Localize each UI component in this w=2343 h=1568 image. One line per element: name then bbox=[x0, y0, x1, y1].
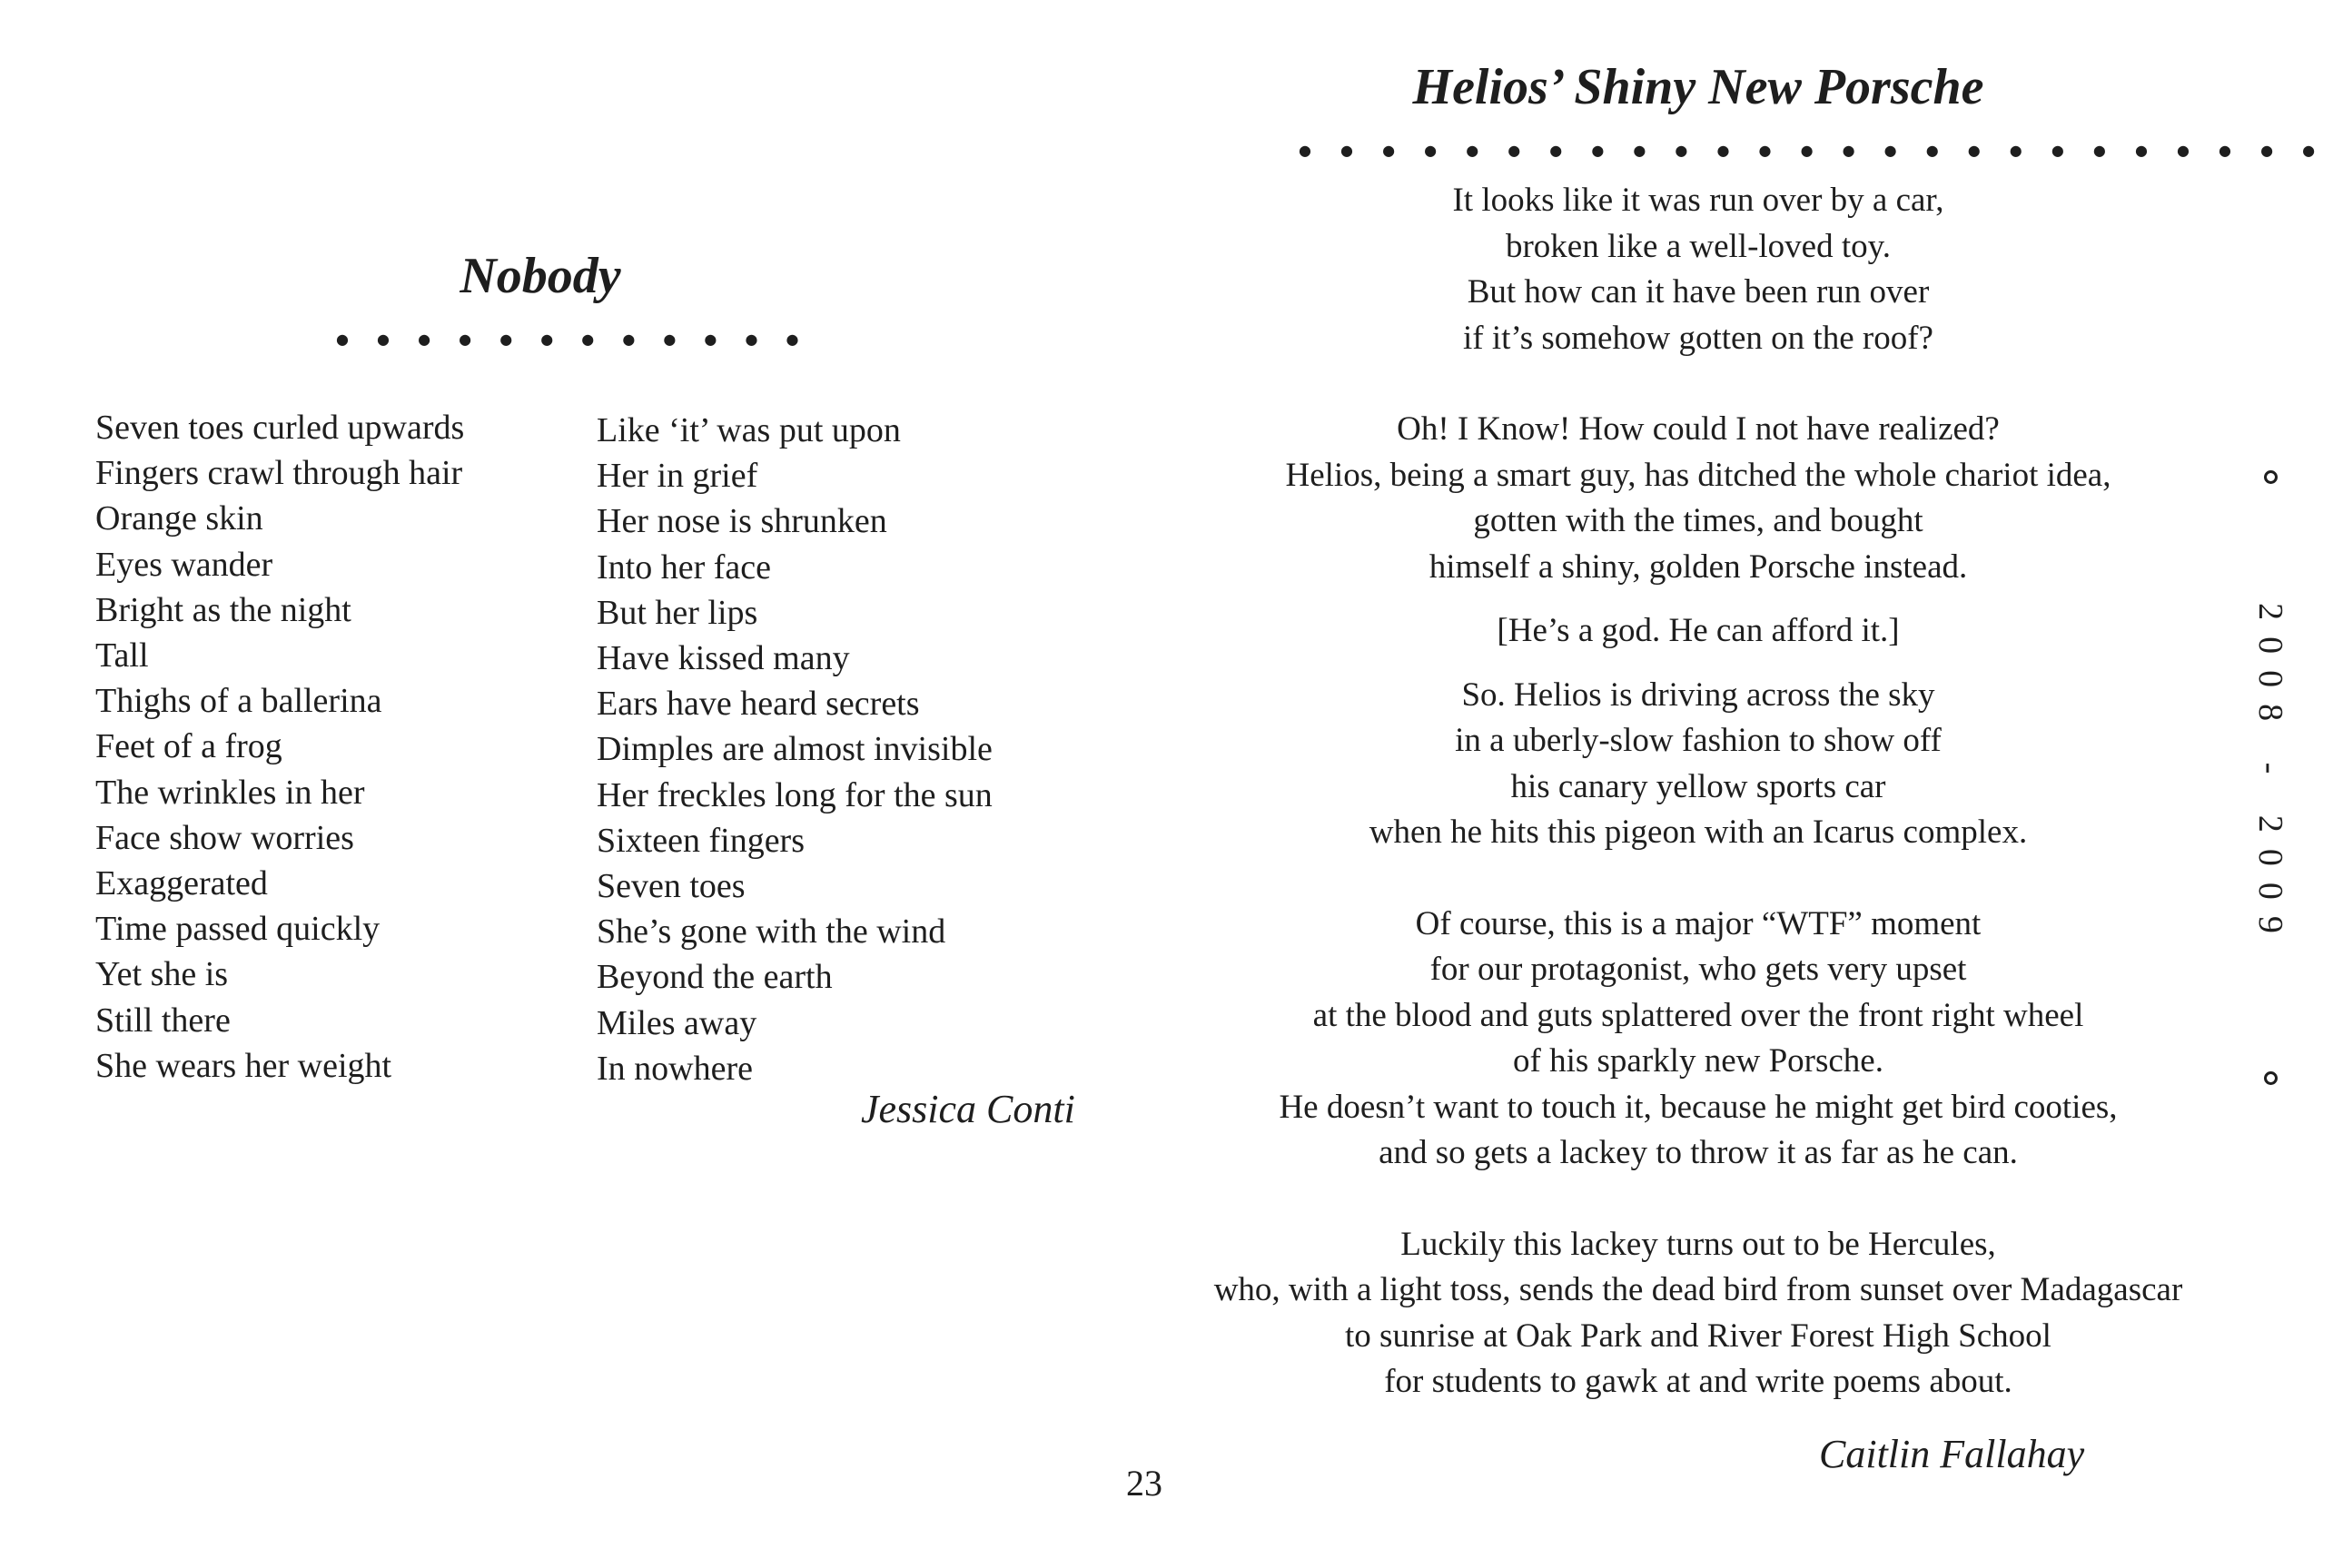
helios-stanza-5 bbox=[1108, 1222, 2289, 1405]
nobody-title: Nobody bbox=[460, 248, 621, 304]
poem-line: Yet she is bbox=[95, 955, 229, 994]
poem-line: The wrinkles in her bbox=[95, 773, 365, 812]
poem-line: Luckily this lackey turns out to be Hercules, bbox=[1400, 1225, 1996, 1263]
poem-line: Into her face bbox=[597, 547, 771, 587]
helios-title: Helios’ Shiny New Porsche bbox=[1412, 59, 1984, 115]
poem-line: Her in grief bbox=[597, 457, 758, 496]
helios-body bbox=[1108, 178, 2289, 1405]
poem-line: Like ‘it’ was put upon bbox=[597, 411, 901, 449]
side-bullet-top bbox=[2264, 470, 2278, 484]
poem-line: It looks like it was run over by a car, bbox=[1452, 182, 1944, 219]
poem-line: Eyes wander bbox=[95, 545, 273, 584]
poem-line: his canary yellow sports car bbox=[1510, 767, 1886, 805]
helios-aside bbox=[1108, 608, 2289, 655]
poem-line: Seven toes curled upwards bbox=[95, 409, 465, 447]
poem-line: Her freckles long for the sun bbox=[597, 775, 993, 814]
poem-line: in a uberly-slow fashion to show off bbox=[1455, 722, 1942, 759]
helios-author: Caitlin Fallahay bbox=[1819, 1432, 2085, 1476]
poem-line: Ears have heard secrets bbox=[597, 685, 920, 724]
poem-line: In nowhere bbox=[597, 1049, 753, 1088]
poem-line: He doesn’t want to touch it, because he might get bird cooties, bbox=[1279, 1088, 2118, 1126]
poem-line: Time passed quickly bbox=[95, 910, 381, 949]
poem-line: [He’s a god. He can afford it.] bbox=[1497, 612, 1900, 649]
poem-line: if it’s somehow gotten on the roof? bbox=[1463, 319, 1933, 357]
nobody-column-right bbox=[597, 408, 993, 1091]
poem-line: Feet of a frog bbox=[95, 727, 282, 766]
poem-line: for students to gawk at and write poems about. bbox=[1384, 1363, 2012, 1400]
poem-line: Thighs of a ballerina bbox=[95, 682, 382, 721]
poem-line: Oh! I Know! How could I not have realized? bbox=[1397, 410, 2000, 448]
poem-line: Face show worries bbox=[95, 818, 354, 857]
poem-line: broken like a well-loved toy. bbox=[1505, 227, 1891, 265]
poem-line: Sixteen fingers bbox=[597, 821, 806, 860]
poem-line: for our protagonist, who gets very upset bbox=[1429, 951, 1967, 988]
poem-line: So. Helios is driving across the sky bbox=[1461, 676, 1935, 714]
poem-line: gotten with the times, and bought bbox=[1473, 502, 1923, 539]
nobody-title-dots: ● ● ● ● ● ● ● ● ● ● ● ● bbox=[336, 330, 811, 348]
poem-line: But her lips bbox=[597, 593, 758, 632]
poem-line: Orange skin bbox=[95, 499, 263, 538]
nobody-author: Jessica Conti bbox=[861, 1087, 1075, 1131]
poem-line: Have kissed many bbox=[597, 639, 850, 678]
nobody-column-left bbox=[95, 405, 464, 1089]
poem-line: Bright as the night bbox=[95, 590, 351, 629]
helios-stanza-1 bbox=[1108, 178, 2289, 361]
helios-stanza-2 bbox=[1108, 407, 2289, 590]
poem-line: at the blood and guts splattered over the front right wheel bbox=[1312, 996, 2084, 1034]
side-bullet-bottom bbox=[2264, 1071, 2278, 1085]
poem-line: himself a shiny, golden Porsche instead. bbox=[1429, 547, 1968, 586]
poem-line: Still there bbox=[95, 1001, 231, 1040]
poem-line: Exaggerated bbox=[95, 864, 268, 903]
poem-line: But how can it have been run over bbox=[1467, 273, 1930, 311]
poem-line: Dimples are almost invisible bbox=[597, 730, 993, 769]
poem-line: and so gets a lackey to throw it as far as he can. bbox=[1379, 1134, 2018, 1171]
poem-line: who, with a light toss, sends the dead bird from sunset over Madagascar bbox=[1213, 1271, 2183, 1308]
poem-line: when he hits this pigeon with an Icarus complex. bbox=[1369, 814, 2028, 851]
poem-line: Beyond the earth bbox=[597, 958, 833, 997]
side-year-label: 2008 - 2009 bbox=[2251, 603, 2289, 950]
poem-line: Fingers crawl through hair bbox=[95, 454, 463, 493]
poem-line: Helios, being a smart guy, has ditched the whole chariot idea, bbox=[1285, 456, 2111, 494]
helios-stanza-3 bbox=[1108, 673, 2289, 856]
poem-line: She’s gone with the wind bbox=[597, 912, 946, 952]
poem-line: Of course, this is a major “WTF” moment bbox=[1415, 904, 1982, 942]
poem-line: to sunrise at Oak Park and River Forest High School bbox=[1345, 1317, 2051, 1355]
helios-title-dots: ● ● ● ● ● ● ● ● ● ● ● ● ● ● ● ● ● ● ● ● ● ● ● ● ● bbox=[1299, 142, 2328, 159]
poem-line: Seven toes bbox=[597, 867, 746, 906]
page-number: 23 bbox=[1126, 1463, 1162, 1504]
poem-line: Tall bbox=[95, 636, 149, 676]
helios-stanza-4 bbox=[1108, 902, 2289, 1177]
poem-line: Her nose is shrunken bbox=[597, 502, 887, 541]
poem-line: of his sparkly new Porsche. bbox=[1513, 1042, 1883, 1080]
poem-line: Miles away bbox=[597, 1003, 757, 1042]
poem-line: She wears her weight bbox=[95, 1046, 392, 1085]
